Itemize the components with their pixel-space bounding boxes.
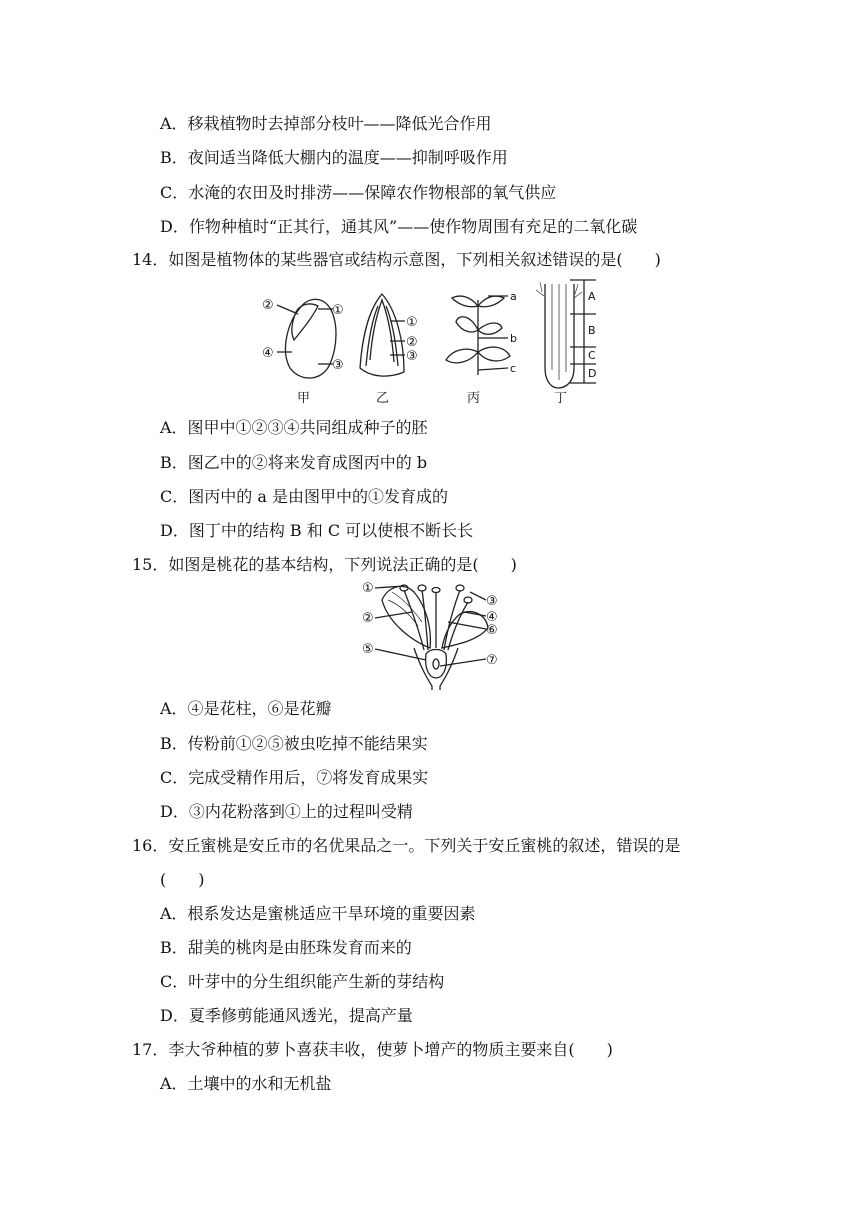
q13-option-c: C．水淹的农田及时排涝——保障农作物根部的氧气供应 [160, 183, 557, 202]
peach-petal-left [382, 586, 430, 648]
jia-mark-4: ④ [262, 346, 274, 361]
bing-mark-b: b [510, 332, 517, 345]
bing-mark-c: c [510, 362, 517, 375]
q14-stem: 14．如图是植物体的某些器官或结构示意图，下列相关叙述错误的是( ) [132, 250, 661, 269]
q14-option-b: B．图乙中的②将来发育成图丙中的 b [160, 453, 428, 472]
q15-mark-1: ① [362, 581, 374, 596]
q14-option-a: A．图甲中①②③④共同组成种子的胚 [160, 418, 428, 437]
ding-mark-c: C [588, 349, 596, 362]
q13-option-a: A．移栽植物时去掉部分枝叶——降低光合作用 [160, 114, 492, 133]
q15-stem: 15．如图是桃花的基本结构，下列说法正确的是( ) [132, 555, 517, 574]
q14-option-d: D．图丁中的结构 B 和 C 可以使根不断长长 [160, 521, 474, 540]
q15-option-a: A．④是花柱，⑥是花瓣 [160, 699, 332, 718]
jia-seed-outline [285, 299, 336, 378]
q16-option-d: D．夏季修剪能通风透光，提高产量 [160, 1006, 413, 1025]
q16-option-a: A．根系发达是蜜桃适应干旱环境的重要因素 [160, 904, 476, 923]
q16-stem: 16．安丘蜜桃是安丘市的名优果品之一。下列关于安丘蜜桃的叙述，错误的是 [132, 836, 681, 855]
jia-seed-embryo [292, 304, 318, 340]
yi-bud-outline [360, 294, 404, 376]
peach-ovary [426, 650, 447, 679]
q15-mark-4: ④ [486, 610, 498, 625]
peach-petal-right [442, 612, 488, 648]
q16-stem-cont: ( ) [160, 870, 205, 889]
panel-yi: 乙 [376, 391, 390, 406]
q14-option-c: C．图丙中的 a 是由图甲中的①发育成的 [160, 487, 448, 506]
yi-mark-2: ② [406, 335, 418, 350]
q17-option-a: A．土壤中的水和无机盐 [160, 1074, 332, 1093]
yi-mark-3: ③ [406, 349, 418, 364]
q13-option-d: D．作物种植时“正其行，通其风”——使作物周围有充足的二氧化碳 [160, 217, 638, 236]
q15-mark-6: ⑥ [486, 623, 498, 638]
ding-mark-d: D [588, 367, 597, 380]
q15-option-d: D．③内花粉落到①上的过程叫受精 [160, 802, 413, 821]
ding-mark-b: B [588, 324, 596, 337]
q16-option-c: C．叶芽中的分生组织能产生新的芽结构 [160, 972, 445, 991]
q15-mark-3: ③ [486, 594, 498, 609]
q15-mark-2: ② [362, 611, 374, 626]
jia-mark-2: ② [262, 298, 274, 313]
ding-mark-a: A [588, 290, 596, 303]
jia-mark-1: ① [332, 303, 344, 318]
panel-jia: 甲 [297, 391, 311, 406]
ding-root-tip [545, 284, 574, 388]
yi-mark-1: ① [406, 315, 418, 330]
q15-mark-5: ⑤ [362, 642, 374, 657]
bing-mark-a: a [510, 290, 517, 303]
jia-mark-3: ③ [332, 358, 344, 373]
q16-option-b: B．甜美的桃肉是由胚珠发育而来的 [160, 938, 412, 957]
q15-option-c: C．完成受精作用后，⑦将发育成果实 [160, 768, 429, 787]
q15-mark-7: ⑦ [486, 653, 498, 668]
panel-bing: 丙 [467, 391, 481, 406]
q13-option-b: B．夜间适当降低大棚内的温度——抑制呼吸作用 [160, 148, 508, 167]
q15-option-b: B．传粉前①②⑤被虫吃掉不能结果实 [160, 734, 428, 753]
panel-ding: 丁 [554, 391, 568, 406]
q17-stem: 17．李大爷种植的萝卜喜获丰收，使萝卜增产的物质主要来自( ) [132, 1040, 613, 1059]
